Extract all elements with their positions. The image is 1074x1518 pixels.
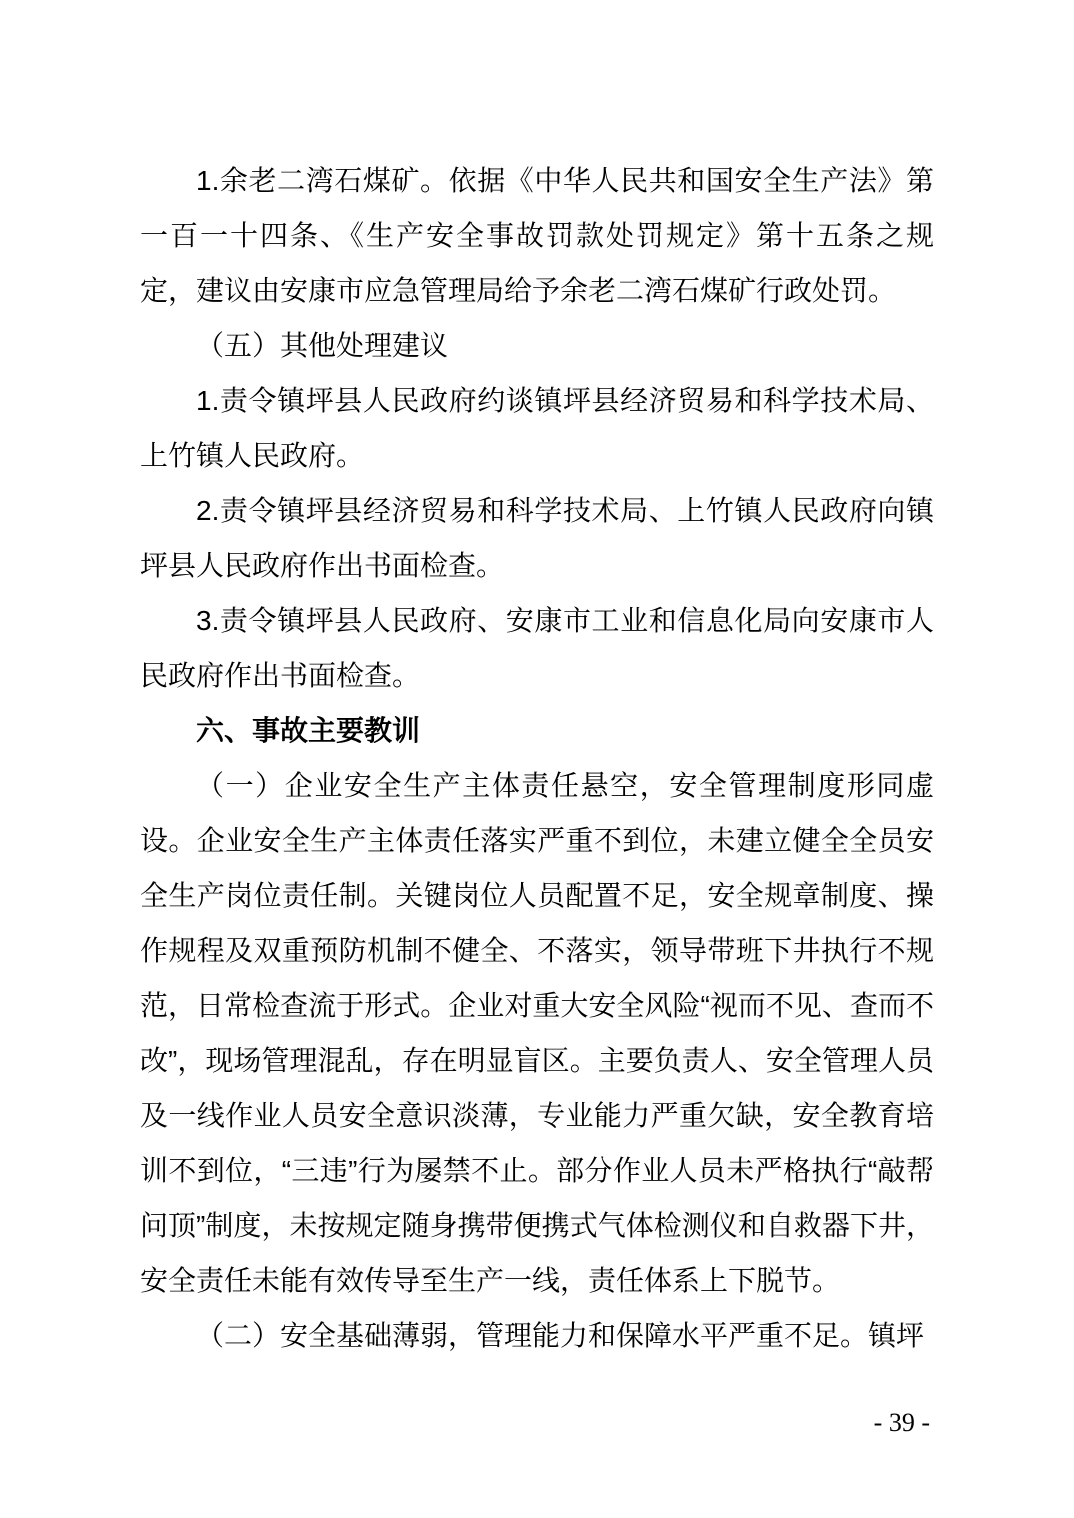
paragraph-recommendation-2: 2.责令镇坪县经济贸易和科学技术局、上竹镇人民政府向镇坪县人民政府作出书面检查。 [140, 495, 934, 581]
paragraph-penalty-yulaoerwan-mine: 1.余老二湾石煤矿。依据《中华人民共和国安全生产法》第一百一十四条、《生产安全事故罚款处罚规定》第十五条之规定，建议由安康市应急管理局给予余老二湾石煤矿行政处罚。 [140, 165, 934, 306]
subheading-other-handling-recommendations: （五）其他处理建议 [196, 330, 449, 361]
page-number: - 39 - [873, 1408, 930, 1437]
paragraph-recommendation-1: 1.责令镇坪县人民政府约谈镇坪县经济贸易和科学技术局、上竹镇人民政府。 [140, 385, 934, 471]
paragraph-lesson-two-partial: （二）安全基础薄弱，管理能力和保障水平严重不足。镇坪 [196, 1320, 925, 1351]
paragraph-recommendation-3: 3.责令镇坪县人民政府、安康市工业和信息化局向安康市人民政府作出书面检查。 [140, 605, 934, 691]
heading-section-six-main-lessons: 六、事故主要教训 [196, 715, 421, 746]
paragraph-lesson-one: （一）企业安全生产主体责任悬空，安全管理制度形同虚设。企业安全生产主体责任落实严重不到位，未建立健全全员安全生产岗位责任制。关键岗位人员配置不足，安全规章制度、操作规程及双重预防机制不健全、不落实，领导带班下井执行不规范，日常检查流于形式。企业对重大安全风险“视而不见、查而不改”，现场管理混乱，存在明显盲区。主要负责人、安全管理人员及一线作业人员安全意识淡薄，专业能力严重欠缺，安全教育培训不到位，“三违”行为屡禁不止。部分作业人员未严格执行“敲帮问顶”制度，未按规定随身携带便携式气体检测仪和自救器下井，安全责任未能有效传导至生产一线，责任体系上下脱节。 [140, 770, 934, 1296]
document-body [140, 153, 934, 1363]
